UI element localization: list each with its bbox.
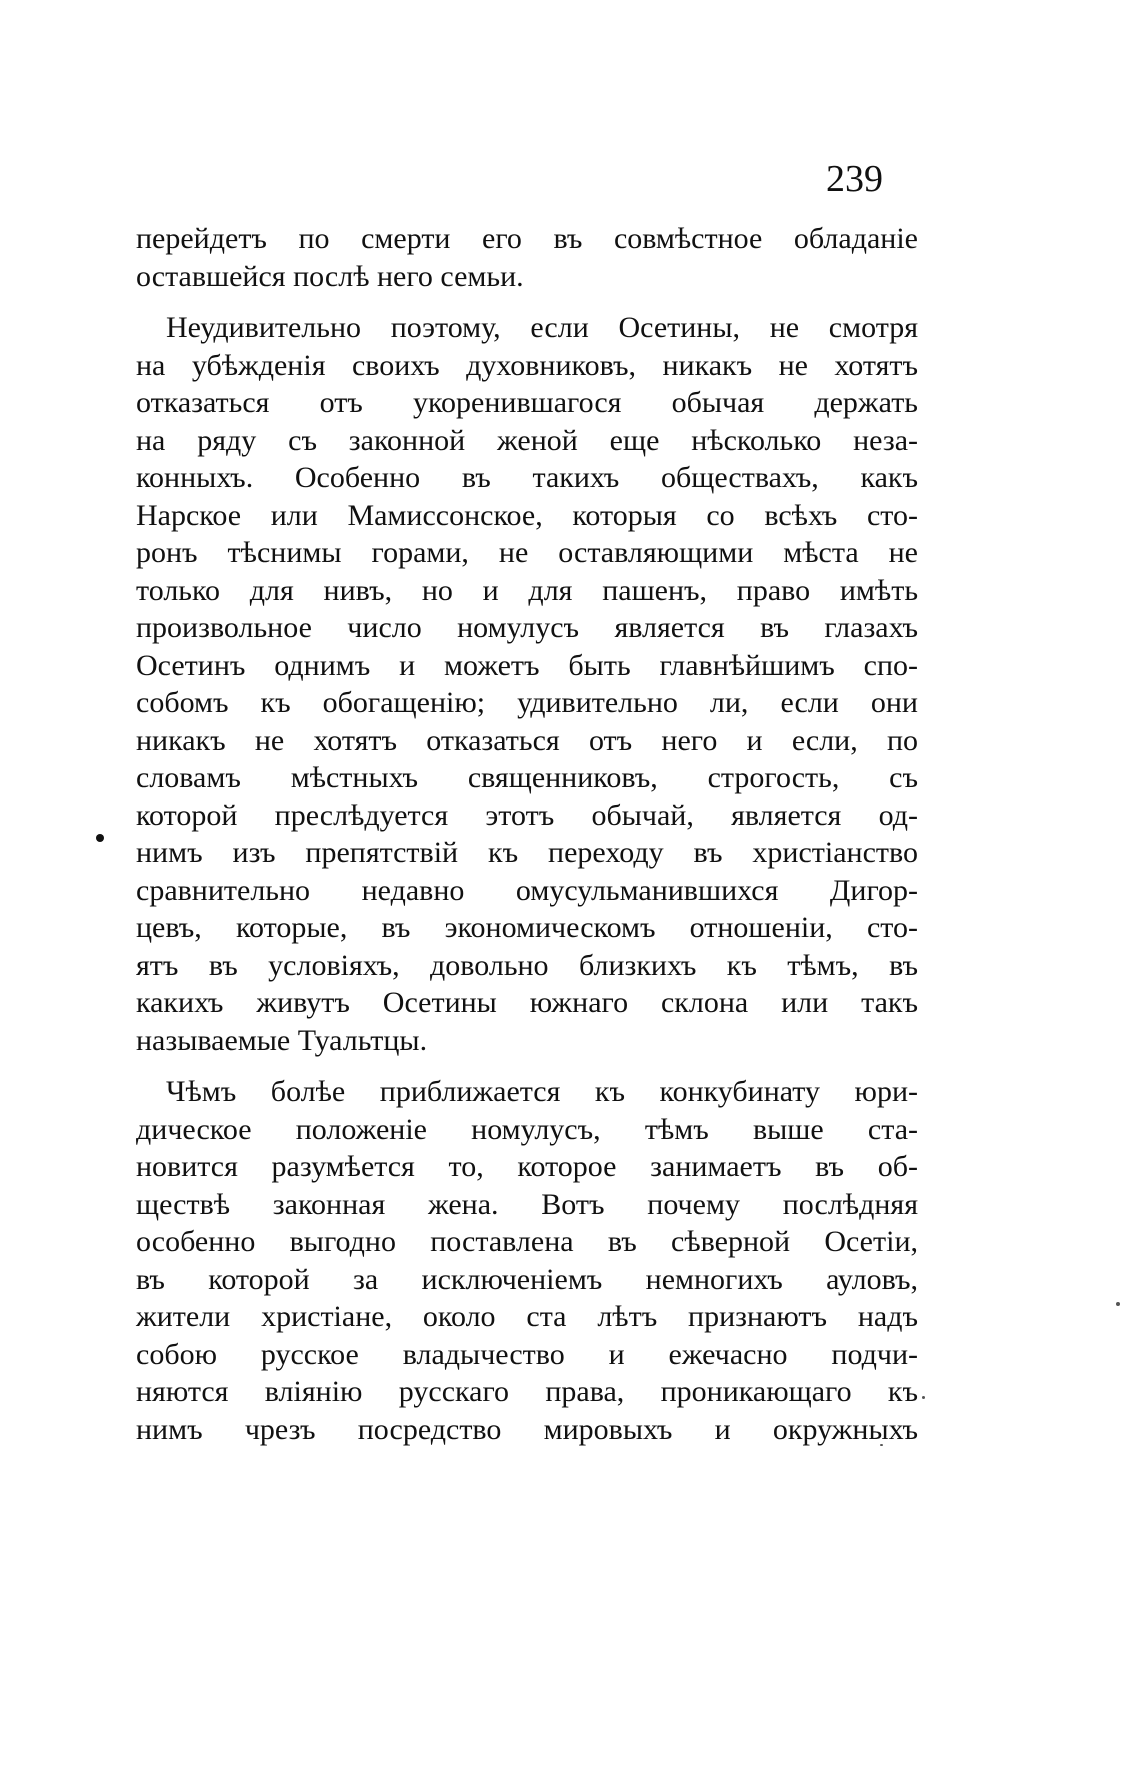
margin-speck xyxy=(922,1396,925,1399)
paragraph-2 xyxy=(136,309,918,1059)
text-line: Чѣмъ болѣе приближается къ конкубинату юри- xyxy=(166,1075,918,1108)
text-line: жители христіане, около ста лѣтъ признаютъ надъ xyxy=(136,1300,918,1333)
text-line: перейдетъ по смерти его въ совмѣстное обладаніе xyxy=(136,222,918,255)
text-line: няются вліянію русскаго права, проникающаго къ xyxy=(136,1375,918,1408)
text-line: Нарское или Мамиссонское, которыя со всѣхъ сто- xyxy=(136,498,918,532)
body-text xyxy=(136,220,918,1448)
margin-speck xyxy=(1116,1302,1120,1306)
text-line: ронъ тѣснимы горами, не оставляющими мѣста не xyxy=(136,536,918,569)
text-line: никакъ не хотятъ отказаться отъ него и если, по xyxy=(136,723,918,757)
text-line: Осетинъ однимъ и можетъ быть главнѣйшимъ спо- xyxy=(136,648,918,682)
text-line: сравнительно недавно омусульманившихся Дигор- xyxy=(136,873,918,907)
text-line: собою русское владычество и ежечасно подчи- xyxy=(136,1337,918,1371)
text-line: нимъ чрезъ посредство мировыхъ и окружныхъ xyxy=(136,1412,918,1446)
text-line: произвольное число номулусъ является въ глазахъ xyxy=(136,611,918,644)
text-line: которой преслѣдуется этотъ обычай, является од- xyxy=(136,798,918,832)
text-line: словамъ мѣстныхъ священниковъ, строгость, съ xyxy=(136,761,918,794)
text-line: собомъ къ обогащенію; удивительно ли, если они xyxy=(136,686,918,719)
text-line: въ которой за исключеніемъ немногихъ ауловъ, xyxy=(136,1262,918,1296)
text-line: конныхъ. Особенно въ такихъ обществахъ, какъ xyxy=(136,461,918,494)
text-line: отказаться отъ укоренившагося обычая держать xyxy=(136,386,918,419)
paragraph-3 xyxy=(136,1073,918,1448)
text-line: только для нивъ, но и для пашенъ, право имѣть xyxy=(136,573,918,607)
text-line: Неудивительно поэтому, если Осетины, не смотря xyxy=(166,311,918,344)
text-line: цевъ, которые, въ экономическомъ отношеніи, сто- xyxy=(136,911,918,944)
text-line: ятъ въ условіяхъ, довольно близкихъ къ тѣмъ, въ xyxy=(136,948,918,982)
text-line: особенно выгодно поставлена въ сѣверной Осетіи, xyxy=(136,1225,918,1258)
text-line: на ряду съ законной женой еще нѣсколько неза- xyxy=(136,423,918,457)
text-line: оставшейся послѣ него семьи. xyxy=(136,259,524,293)
text-line: называемые Туальтцы. xyxy=(136,1023,428,1057)
text-line: нимъ изъ препятствій къ переходу въ христіанство xyxy=(136,836,918,869)
text-line: какихъ живутъ Осетины южнаго склона или такъ xyxy=(136,986,918,1019)
text-line: дическое положеніе номулусъ, тѣмъ выше ста- xyxy=(136,1112,918,1146)
text-line: ществѣ законная жена. Вотъ почему послѣдняя xyxy=(136,1187,918,1221)
paragraph-1 xyxy=(136,220,918,295)
page-number: 239 xyxy=(826,158,883,200)
text-line: новится разумѣется то, которое занимаетъ въ об- xyxy=(136,1150,918,1183)
margin-bullet-mark xyxy=(96,834,104,842)
text-line: на убѣжденія своихъ духовниковъ, никакъ не хотятъ xyxy=(136,348,918,382)
